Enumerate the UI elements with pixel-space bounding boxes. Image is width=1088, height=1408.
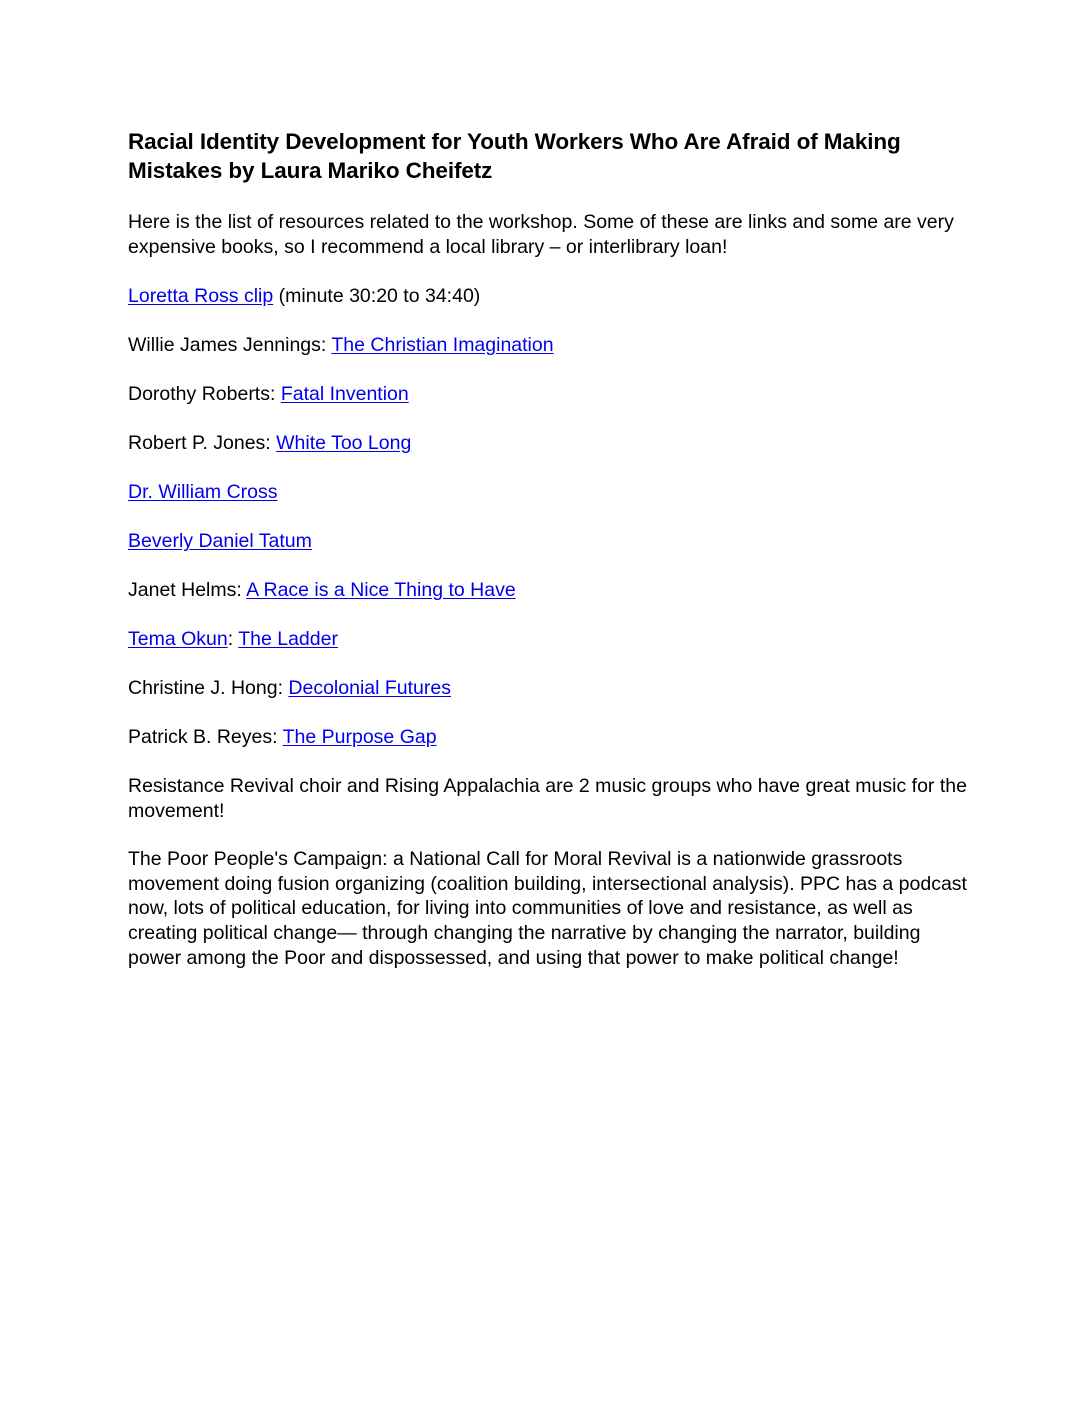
- intro-paragraph: Here is the list of resources related to the workshop. Some of these are links and some are very expensive books, so I recommend a local library – or interlibrary loan!: [128, 211, 954, 258]
- link-the-ladder[interactable]: The Ladder: [238, 628, 338, 650]
- author-label: Willie James Jennings:: [128, 334, 332, 356]
- author-label: Robert P. Jones:: [128, 432, 277, 454]
- link-white-too-long[interactable]: White Too Long: [276, 432, 412, 454]
- link-loretta-ross-clip[interactable]: Loretta Ross clip: [128, 285, 274, 307]
- link-race-nice-thing[interactable]: A Race is a Nice Thing to Have: [246, 579, 516, 601]
- resource-helms: [128, 578, 968, 603]
- link-purpose-gap[interactable]: The Purpose Gap: [282, 726, 437, 748]
- author-label: Janet Helms:: [128, 579, 247, 601]
- link-beverly-daniel-tatum[interactable]: Beverly Daniel Tatum: [128, 530, 312, 552]
- resource-cross: [128, 480, 968, 505]
- music-paragraph: Resistance Revival choir and Rising Appalachia are 2 music groups who have great music for the movement!: [128, 775, 967, 822]
- link-fatal-invention[interactable]: Fatal Invention: [280, 383, 409, 405]
- ppc-paragraph: The Poor People's Campaign: a National Call for Moral Revival is a nationwide grassroots movement doing fusion organizing (coalition building, intersectional analysis). PPC has a podcast now, lots of political education, for living into communities of love and resistance, as well as creating political change— through changing the narrative by changing the narrator, building power among the Poor and dispossessed, and using that power to make political change!: [128, 848, 967, 969]
- document-body: [128, 127, 968, 970]
- resource-jennings: [128, 333, 968, 358]
- resource-roberts: [128, 382, 968, 407]
- document-title: Racial Identity Development for Youth Workers Who Are Afraid of Making Mistakes by Laura Mariko Cheifetz: [128, 129, 901, 183]
- link-tema-okun[interactable]: Tema Okun: [128, 628, 228, 650]
- resource-reyes: [128, 725, 968, 750]
- resource-jones: [128, 431, 968, 456]
- link-decolonial-futures[interactable]: Decolonial Futures: [288, 677, 451, 699]
- resource-hong: [128, 676, 968, 701]
- author-label: Patrick B. Reyes:: [128, 726, 283, 748]
- resource-tatum: [128, 529, 968, 554]
- resource-loretta-ross: Loretta Ross clip (minute 30:20 to 34:40): [128, 285, 481, 307]
- link-christian-imagination[interactable]: The Christian Imagination: [331, 334, 554, 356]
- link-william-cross[interactable]: Dr. William Cross: [128, 481, 278, 503]
- author-label: Dorothy Roberts:: [128, 383, 281, 405]
- author-label: Christine J. Hong:: [128, 677, 289, 699]
- resource-okun: Tema Okun: The Ladder: [128, 628, 338, 650]
